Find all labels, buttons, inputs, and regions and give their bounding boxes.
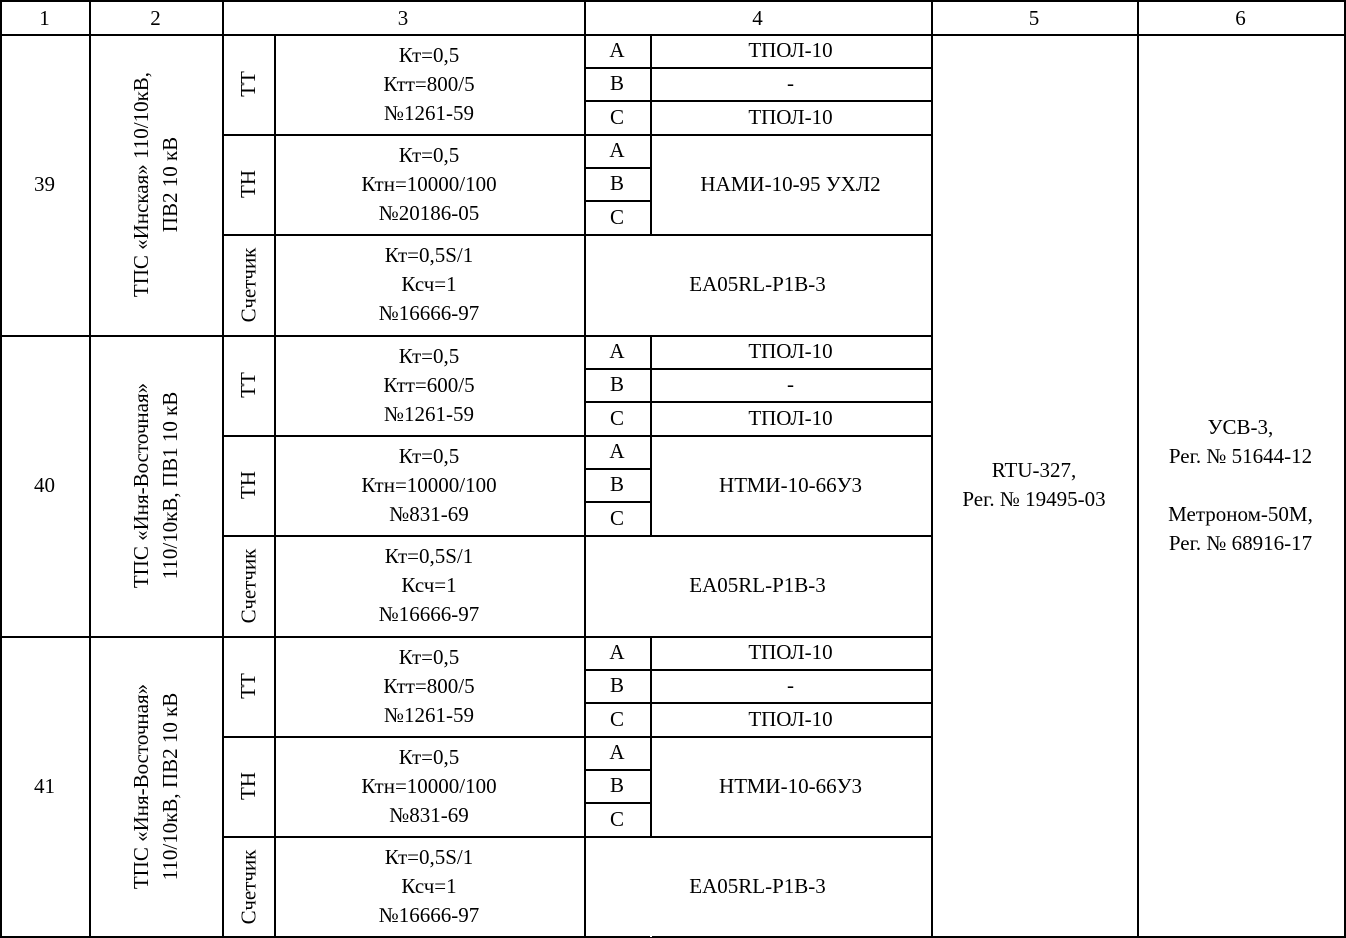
meter-label xyxy=(222,535,274,636)
tn-phase xyxy=(584,769,650,802)
tt-params-line: Ктт=800/5 xyxy=(383,71,475,96)
tn-type xyxy=(650,134,931,234)
tn-phase xyxy=(584,167,650,200)
header-cell-6 xyxy=(1137,2,1344,34)
tt-type xyxy=(650,67,931,100)
tt-label-line: ТТ xyxy=(235,673,260,699)
tt-type xyxy=(650,34,931,67)
meter-label-line: Счетчик xyxy=(235,548,260,623)
tn-params-line: Кт=0,5 xyxy=(398,443,460,468)
tn-phase xyxy=(584,802,650,836)
rtu-cell-line: RTU-327, xyxy=(991,458,1077,482)
tn-params-line: №831-69 xyxy=(389,501,469,526)
tt-phase xyxy=(584,335,650,368)
tn-label xyxy=(222,435,274,535)
meter-type xyxy=(584,234,931,335)
tt-params xyxy=(274,335,584,435)
tt-phase-line: B xyxy=(609,372,624,396)
tn-params xyxy=(274,134,584,234)
header-cell-4-line: 4 xyxy=(752,5,763,30)
tt-label xyxy=(222,335,274,435)
row-number-line: 41 xyxy=(34,774,55,798)
meter-params-line: Ксч=1 xyxy=(401,272,457,296)
tn-phase xyxy=(584,736,650,769)
tt-type-line: - xyxy=(787,372,794,396)
tn-type-line: НТМИ-10-66У3 xyxy=(719,472,862,497)
meter-params xyxy=(274,234,584,335)
header-cell-2-line: 2 xyxy=(150,5,161,30)
meter-type xyxy=(584,836,931,937)
time-sync-cell-line: Метроном-50М, xyxy=(1168,501,1313,526)
cell-merge-mask xyxy=(650,838,652,937)
tt-type xyxy=(650,636,931,669)
meter-label-line: Счетчик xyxy=(235,247,260,322)
tt-params-line: №1261-59 xyxy=(383,401,475,426)
tt-params-line: №1261-59 xyxy=(383,702,475,727)
meter-type-line: EA05RL-P1B-3 xyxy=(689,573,826,597)
tn-params-line: Ктн=10000/100 xyxy=(361,773,497,798)
tn-params xyxy=(274,736,584,836)
tt-phase-line: B xyxy=(609,71,624,95)
tt-phase-line: B xyxy=(609,673,624,697)
meter-type xyxy=(584,535,931,636)
tn-phase xyxy=(584,435,650,468)
header-cell-1-line: 1 xyxy=(39,5,50,30)
tn-phase-line: A xyxy=(609,138,625,162)
rtu-cell-line: Рег. № 19495-03 xyxy=(962,487,1106,511)
header-cell-5 xyxy=(931,2,1137,34)
meter-params-line: Кт=0,5S/1 xyxy=(384,243,474,267)
rtu-cell xyxy=(931,34,1137,936)
substation-name-line: ТПС «Инская» 110/10кВ, xyxy=(128,71,153,298)
tt-phase xyxy=(584,636,650,669)
header-cell-2 xyxy=(89,2,222,34)
tt-phase-line: A xyxy=(609,640,625,664)
tn-phase-line: C xyxy=(609,204,624,229)
tn-params xyxy=(274,435,584,535)
tt-type-line: ТПОЛ-10 xyxy=(748,640,833,664)
time-sync-cell-line xyxy=(1168,471,1313,500)
tn-params-line: Ктн=10000/100 xyxy=(361,472,497,497)
tn-label-line: ТН xyxy=(235,170,260,198)
tt-params-line: Кт=0,5 xyxy=(398,42,460,67)
header-cell-5-line: 5 xyxy=(1028,5,1040,30)
tt-label-line: ТТ xyxy=(235,372,260,398)
substation-name xyxy=(89,335,222,636)
meter-params-line: №16666-97 xyxy=(378,301,480,325)
meter-type-line: EA05RL-P1B-3 xyxy=(689,272,826,296)
tt-type xyxy=(650,401,931,435)
tt-label xyxy=(222,34,274,134)
substation-name-line: 110/10кВ, ПВ1 10 кВ xyxy=(157,391,182,580)
time-sync-cell-line: УСВ-3, xyxy=(1207,414,1274,439)
tt-type-line: - xyxy=(787,71,794,95)
meter-label xyxy=(222,836,274,937)
header-cell-3 xyxy=(222,2,584,34)
time-sync-cell-line: Рег. № 51644-12 xyxy=(1168,443,1313,468)
row-number xyxy=(0,335,89,636)
substation-name-line: 110/10кВ, ПВ2 10 кВ xyxy=(157,692,182,881)
tt-type xyxy=(650,669,931,702)
tn-label xyxy=(222,736,274,836)
meter-params xyxy=(274,535,584,636)
meter-params-line: Кт=0,5S/1 xyxy=(384,845,474,869)
tn-label-line: ТН xyxy=(235,471,260,499)
tt-phase-line: C xyxy=(609,405,624,430)
meter-params-line: №16666-97 xyxy=(378,903,480,927)
substation-name-line: ПВ2 10 кВ xyxy=(157,136,182,233)
tt-type-line: ТПОЛ-10 xyxy=(748,706,833,731)
tt-type-line: - xyxy=(787,673,794,697)
tt-type xyxy=(650,335,931,368)
tn-params-line: Кт=0,5 xyxy=(398,744,460,769)
time-sync-cell xyxy=(1137,34,1344,936)
tt-phase-line: A xyxy=(609,339,625,363)
tn-type-line: НТМИ-10-66У3 xyxy=(719,773,862,798)
tt-phase xyxy=(584,100,650,134)
meter-params-line: Кт=0,5S/1 xyxy=(384,544,474,568)
tt-phase xyxy=(584,34,650,67)
row-number xyxy=(0,636,89,937)
tt-label-line: ТТ xyxy=(235,71,260,97)
tt-phase-line: C xyxy=(609,706,624,731)
tt-params xyxy=(274,34,584,134)
tn-type xyxy=(650,435,931,535)
row-number xyxy=(0,34,89,335)
tn-phase xyxy=(584,134,650,167)
time-sync-cell-line: Рег. № 68916-17 xyxy=(1168,530,1313,555)
tt-type xyxy=(650,368,931,401)
tn-phase xyxy=(584,501,650,535)
tn-phase-line: C xyxy=(609,806,624,831)
tt-params-line: Ктт=800/5 xyxy=(383,673,475,698)
tt-phase-line: C xyxy=(609,104,624,129)
tt-phase-line: A xyxy=(609,38,625,62)
tn-params-line: Кт=0,5 xyxy=(398,142,460,167)
tt-type xyxy=(650,100,931,134)
tt-type-line: ТПОЛ-10 xyxy=(748,405,833,430)
tt-phase xyxy=(584,401,650,435)
tt-phase xyxy=(584,669,650,702)
tn-phase-line: C xyxy=(609,505,624,530)
cell-merge-mask xyxy=(650,537,652,636)
tt-phase xyxy=(584,67,650,100)
substation-name-line: ТПС «Иня-Восточная» xyxy=(128,683,153,890)
tt-phase xyxy=(584,702,650,736)
tn-phase xyxy=(584,200,650,234)
substation-name xyxy=(89,34,222,335)
meter-type-line: EA05RL-P1B-3 xyxy=(689,874,826,898)
tn-phase-line: B xyxy=(609,773,624,797)
tt-params-line: №1261-59 xyxy=(383,100,475,125)
tn-type xyxy=(650,736,931,836)
meter-label-line: Счетчик xyxy=(235,849,260,924)
tn-phase-line: A xyxy=(609,740,625,764)
header-cell-1 xyxy=(0,2,89,34)
meter-params-line: Ксч=1 xyxy=(401,573,457,597)
tt-type-line: ТПОЛ-10 xyxy=(748,104,833,129)
tt-params-line: Ктт=600/5 xyxy=(383,372,475,397)
tn-phase xyxy=(584,468,650,501)
header-cell-6-line: 6 xyxy=(1235,5,1246,30)
tn-params-line: №831-69 xyxy=(389,802,469,827)
tn-params-line: №20186-05 xyxy=(378,200,480,225)
tn-type-line: НАМИ-10-95 УХЛ2 xyxy=(700,171,881,196)
tt-params-line: Кт=0,5 xyxy=(398,644,460,669)
tn-phase-line: B xyxy=(609,171,624,195)
tt-phase xyxy=(584,368,650,401)
row-number-line: 39 xyxy=(34,172,55,196)
tt-params-line: Кт=0,5 xyxy=(398,343,460,368)
cell-merge-mask xyxy=(650,236,652,335)
tn-label-line: ТН xyxy=(235,772,260,800)
tn-label xyxy=(222,134,274,234)
tt-type-line: ТПОЛ-10 xyxy=(748,339,833,363)
tn-phase-line: B xyxy=(609,472,624,496)
header-cell-3-line: 3 xyxy=(397,5,409,30)
tn-phase-line: A xyxy=(609,439,625,463)
meter-params-line: №16666-97 xyxy=(378,602,480,626)
tt-params xyxy=(274,636,584,736)
substation-name xyxy=(89,636,222,937)
row-number-line: 40 xyxy=(34,473,55,497)
header-cell-4 xyxy=(584,2,931,34)
meter-params-line: Ксч=1 xyxy=(401,874,457,898)
substation-name-line: ТПС «Иня-Восточная» xyxy=(128,382,153,589)
meter-label xyxy=(222,234,274,335)
tt-label xyxy=(222,636,274,736)
tt-type xyxy=(650,702,931,736)
tt-type-line: ТПОЛ-10 xyxy=(748,38,833,62)
tn-params-line: Ктн=10000/100 xyxy=(361,171,497,196)
meter-params xyxy=(274,836,584,937)
